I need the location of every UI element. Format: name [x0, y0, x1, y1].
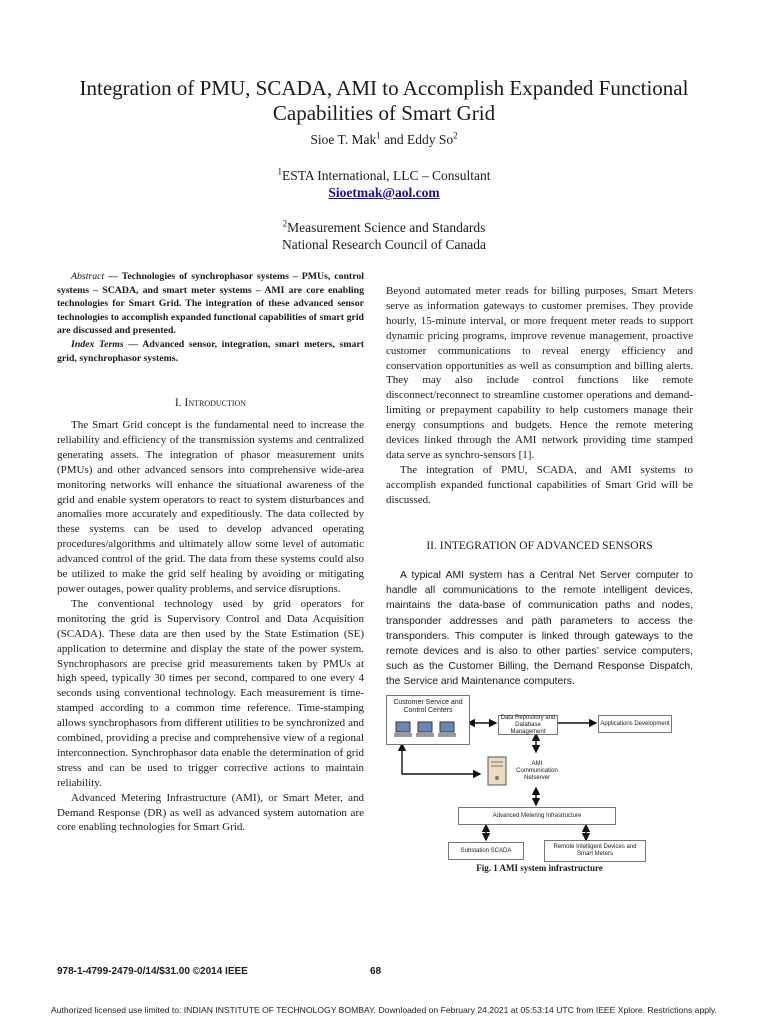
author-and: and Eddy So: [380, 132, 454, 147]
affil-1-sup: 1: [277, 166, 282, 177]
introduction-body: [57, 418, 364, 835]
substation-scada-label: Substation SCADA: [460, 847, 512, 854]
author-1: Sioe T. Mak: [310, 132, 377, 147]
customer-service-label: Customer Service and Control Centers: [393, 699, 463, 714]
section-heading-introduction: I. Introduction: [174, 397, 247, 409]
right-column-body: [386, 284, 693, 508]
substation-scada-box: [448, 842, 524, 860]
affiliation-2: [0, 219, 768, 253]
ami-server-label: AMI Communication Netserver: [516, 760, 558, 781]
author-1-sup: 1: [376, 130, 381, 141]
affil-1-name: ESTA International, LLC – Consultant: [281, 168, 491, 183]
applications-box: [598, 715, 672, 733]
ami-infrastructure-box: [458, 807, 616, 825]
abstract-block: [57, 270, 364, 365]
affil-2-line-1: Measurement Science and Standards: [287, 220, 486, 235]
footer-isbn: 978-1-4799-2479-0/14/$31.00 ©2014 IEEE: [57, 966, 248, 977]
computer-terminals-icon: [394, 720, 460, 740]
license-notice: Authorized licensed use limited to: INDIAN INSTITUTE OF TECHNOLOGY BOMBAY. Downloaded on February 24,2021 at 05:53:14 UTC from IEEE Xplore. Restrictions apply.: [51, 1005, 717, 1015]
affil-2-line-2: National Research Council of Canada: [282, 237, 486, 252]
author-line: [0, 132, 768, 148]
index-terms-text: — Advanced sensor, integration, smart meters, smart grid, synchrophasor systems.: [57, 338, 364, 364]
intro-paragraph: Advanced Metering Infrastructure (AMI), or Smart Meter, and Demand Response (DR) as well as advanced system automation are core enabling technologies for Smart Grid.: [57, 791, 364, 834]
author-2-sup: 2: [453, 130, 458, 141]
data-repository-box: [498, 715, 558, 735]
intro-paragraph: The conventional technology used by grid operators for monitoring the grid is Supervisory Control and Data Acquisition (SCADA). These data are then used by the State Estimation (SE) application to determine and display the state of the power system. Synchrophasors are precise grid measurements taken by PMUs at high speed, typically 30 times per second, compared to one every 4 seconds using conventional technology. Each measurement is time-stamped according to a common time reference. Time-stamping allows synchrophasors from different utilities to be synchronized and combined, providing a precise and comprehensive view of a regional interconnection. Synchrophasor data enable the determination of grid stress and can be used to trigger corrective actions to maintain reliability.: [57, 597, 364, 789]
section-heading-integration: II. INTEGRATION OF ADVANCED SENSORS: [426, 540, 653, 552]
figure-caption: Fig. 1 AMI system infrastructure: [476, 863, 603, 873]
affil-2-sup: 2: [282, 218, 288, 229]
intro-paragraph: The Smart Grid concept is the fundamental need to increase the reliability and efficiency of the transmission systems and centralized generating assets. The integration of phasor measurement units (PMUs) and other advanced sensors into comprehensive wide-area monitoring networks will enhance the situational awareness of the grid and enable system operators to react to system disturbances and anomalies more accurately and expeditiously. The data collected by these systems can be used to develop advanced operating procedures/algorithms and ultimately allow some level of automatic advanced control of the grid. The data from these systems could also be utilized to make the grid self healing by avoiding or mitigating power outages, power quality problems, and service disruptions.: [57, 419, 364, 595]
title-line-2: Capabilities of Smart Grid: [272, 101, 496, 125]
abstract-text: Technologies of synchrophasor systems – PMUs, control systems – SCADA, and smart meter systems – AMI are core enabling technologies for Smart Grid. The integration of these advanced sensor technologies to accomplish expanded functional capabilities of smart grid are discussed and presented.: [57, 271, 364, 337]
applications-label: Applications Development: [600, 720, 670, 727]
body-paragraph: Beyond automated meter reads for billing purposes, Smart Meters serve as information gateways to customer premises. They provide hourly, 15-minute interval, or more frequent meter reads to support dynamic pricing programs, improve revenue management, proactive customer communications to reveal energy efficiency and conservation opportunities as well as consumption and billing alerts. They may also include control functions like remote disconnect/reconnect to streamline customer operations and demand-limiting or prepayment capability to help customers manage their energy consumptions and budgets. Hence the remote metering devices linked through the AMI network providing time stamped data serve as synchro-sensors [1].: [386, 285, 693, 461]
section-2-body: [386, 568, 693, 690]
page-number: 68: [370, 966, 382, 977]
abstract-dash: —: [104, 271, 122, 282]
remote-devices-label: Remote Intelligent Devices and Smart Meters: [553, 844, 637, 857]
affiliation-1: [0, 167, 768, 201]
ami-infrastructure-label: Advanced Metering Infrastructure: [492, 812, 582, 819]
ami-server-label-box: [510, 756, 564, 786]
server-icon: [486, 756, 508, 786]
abstract-label: Abstract: [71, 271, 105, 282]
paper-title: [30, 76, 738, 126]
title-line-1: Integration of PMU, SCADA, AMI to Accomplish Expanded Functional: [79, 76, 689, 100]
index-terms-label: Index Terms: [71, 338, 124, 350]
author-email-link[interactable]: Sioetmak@aol.com: [328, 185, 440, 200]
ami-infrastructure-figure: [386, 690, 706, 860]
body-paragraph: The integration of PMU, SCADA, and AMI systems to accomplish expanded functional capabilities of Smart Grid will be discussed.: [386, 463, 693, 506]
data-repository-label: Data Repository and Database Management: [500, 714, 556, 735]
remote-devices-box: [544, 840, 646, 862]
body-paragraph: A typical AMI system has a Central Net Server computer to handle all communications to the remote intelligent devices, maintains the data-base of communication paths and nodes, transponder addresses and path parameters to access the transponders. This computer is linked through gateways to the remote devices and is also to other parties’ service computers, such as the Customer Billing, the Demand Response Dispatch, the Service and Maintenance computers.: [386, 570, 693, 688]
